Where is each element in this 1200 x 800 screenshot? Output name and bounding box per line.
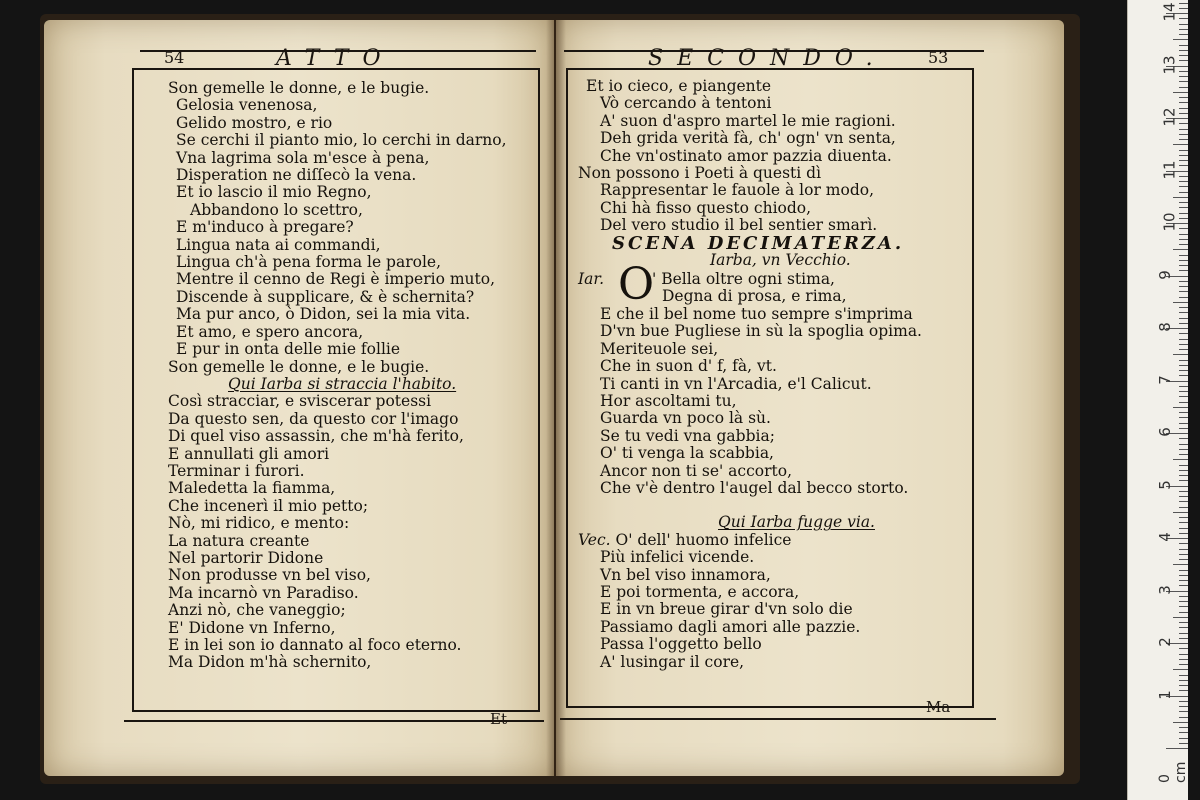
verse-block-1 (578, 78, 922, 671)
ruler-tick (1179, 207, 1188, 208)
verse-line: Che incenerì il mio petto; (168, 496, 369, 515)
ruler-tick (1179, 533, 1188, 534)
verse-line: Ancor non ti se' accorto, (600, 461, 793, 480)
ruler-tick (1179, 307, 1188, 308)
ruler-tick (1179, 622, 1188, 623)
ruler-tick (1179, 454, 1188, 455)
ruler-tick (1166, 748, 1188, 749)
ruler-tick (1179, 45, 1188, 46)
ruler-tick (1179, 108, 1188, 109)
ruler-tick (1179, 601, 1188, 602)
ruler-tick (1173, 512, 1188, 513)
ruler-tick (1179, 360, 1188, 361)
verse-line: Et io cieco, e piangente (586, 77, 772, 95)
verse-line: Maledetta la fiamma, (168, 479, 336, 498)
verse-line: Così stracciar, e sviscerar potessi (168, 392, 432, 411)
verse-line: Vna lagrima sola m'esce à pena, (176, 148, 430, 167)
verse-line: Mentre il cenno de Regi è imperio muto, (176, 270, 495, 289)
speaker-label: Iar. (578, 270, 604, 289)
ruler-number: 5 (1155, 479, 1174, 490)
verse-line: Disperation ne diſſecò la vena. (176, 166, 417, 185)
ruler-tick (1179, 165, 1188, 166)
ruler-tick (1179, 270, 1188, 271)
ruler-tick (1173, 354, 1188, 355)
ruler-tick (1179, 491, 1188, 492)
verse-line: Meriteuole sei, (600, 339, 719, 358)
verse-line: Ma incarnò vn Paradiso. (168, 583, 359, 602)
page-number: 54 (164, 48, 185, 67)
ruler-tick (1179, 522, 1188, 523)
ruler-tick (1179, 365, 1188, 366)
ruler-tick (1179, 29, 1188, 30)
footer-rule (124, 720, 544, 722)
ruler-tick (1179, 134, 1188, 135)
ruler-tick (1179, 701, 1188, 702)
ruler-tick (1179, 102, 1188, 103)
ruler-tick (1179, 580, 1188, 581)
verse-line: D'vn bue Pugliese in sù la spoglia opima. (600, 322, 922, 341)
ruler-tick (1179, 349, 1188, 350)
ruler-tick (1179, 8, 1188, 9)
ruler-tick (1179, 386, 1188, 387)
verse-line: Discende à supplicare, & è schernita? (176, 287, 475, 306)
ruler-tick (1179, 528, 1188, 529)
ruler-tick (1179, 186, 1188, 187)
ruler-tick (1179, 55, 1188, 56)
ruler-tick (1179, 76, 1188, 77)
verse-line: Ma Didon m'hà schernito, (168, 653, 372, 672)
ruler-tick (1179, 549, 1188, 550)
verse-line: Se tu vedi vna gabbia; (600, 426, 775, 445)
ruler-tick (1179, 423, 1188, 424)
ruler-tick (1179, 465, 1188, 466)
verse-line: E pur in onta delle mie follie (176, 340, 401, 359)
ruler-tick (1179, 255, 1188, 256)
verse-line: Passiamo dagli amori alle pazzie. (600, 617, 861, 636)
verse-line: Passa l'oggetto bello (600, 635, 762, 654)
ruler-unit-label: 0 cm (1157, 761, 1189, 783)
ruler-tick (1173, 144, 1188, 145)
ruler-tick (1179, 496, 1188, 497)
catchword: Ma (926, 698, 951, 716)
ruler-tick (1179, 402, 1188, 403)
verse-line: E poi tormenta, e accora, (600, 582, 800, 601)
ruler-tick (1179, 218, 1188, 219)
ruler-tick (1179, 648, 1188, 649)
ruler-tick (1179, 743, 1188, 744)
ruler-tick (1179, 291, 1188, 292)
verse-line: Che vn'ostinato amor pazzia diuenta. (600, 146, 892, 165)
ruler-tick (1179, 375, 1188, 376)
verse-line: Guarda vn poco là sù. (600, 409, 771, 428)
ruler-tick (1179, 87, 1188, 88)
verse-line: E in lei son io dannato al foco eterno. (168, 636, 462, 654)
ruler-tick (1179, 638, 1188, 639)
ruler-tick (1179, 113, 1188, 114)
ruler-tick (1179, 396, 1188, 397)
verse-line: Rappresentar le fauole à lor modo, (600, 181, 875, 200)
verse-line: La natura creante (168, 531, 310, 550)
verse-line: Son gemelle le donne, e le bugie. (168, 79, 430, 97)
ruler-number: 7 (1155, 374, 1174, 385)
ruler-tick (1179, 192, 1188, 193)
ruler-tick (1179, 228, 1188, 229)
character-list: Iarba, vn Vecchio. (710, 251, 851, 270)
ruler-tick (1179, 81, 1188, 82)
ruler-number: 11 (1160, 159, 1179, 180)
verse-line: Di quel viso assassin, che m'hà ferito, (168, 427, 464, 446)
ruler-number: 4 (1155, 532, 1174, 542)
ruler-tick (1173, 197, 1188, 198)
verse-line: O' ti venga la scabbia, (600, 444, 774, 463)
verse-line: Degna di prosa, e rima, (662, 287, 847, 306)
ruler-tick (1179, 34, 1188, 35)
ruler-tick (1179, 559, 1188, 560)
ruler-tick (1173, 617, 1188, 618)
ruler-number: 14 (1160, 2, 1179, 22)
ruler-tick (1179, 717, 1188, 718)
ruler-tick (1179, 318, 1188, 319)
verse-line: Lingua nata ai commandi, (176, 235, 381, 254)
ruler-tick (1179, 444, 1188, 445)
verse-line: Gelosia venenosa, (176, 96, 318, 115)
ruler-tick (1179, 596, 1188, 597)
ruler-tick (1179, 181, 1188, 182)
measuring-ruler (1127, 0, 1188, 800)
ruler-tick (1179, 323, 1188, 324)
verse-line: Ma pur anco, ò Didon, sei la mia vita. (176, 305, 471, 324)
ruler-tick (1179, 570, 1188, 571)
verse-line: O' dell' huomo infelice (615, 530, 792, 549)
ruler-tick (1179, 438, 1188, 439)
ruler-tick (1173, 407, 1188, 408)
ruler-tick (1173, 669, 1188, 670)
verse-line: Et io lascio il mio Regno, (176, 183, 372, 202)
verse-line: Son gemelle le donne, e le bugie. (168, 357, 430, 376)
ruler-tick (1179, 281, 1188, 282)
page-number: 53 (928, 48, 949, 67)
ruler-tick (1179, 50, 1188, 51)
ruler-tick (1179, 690, 1188, 691)
ruler-number: 8 (1155, 322, 1174, 332)
scene-title: SCENA DECIMATERZA. (612, 232, 905, 254)
verse-line: Da questo sen, da questo cor l'imago (168, 409, 459, 428)
ruler-tick (1179, 711, 1188, 712)
ruler-number: 3 (1155, 584, 1174, 595)
ruler-tick (1179, 706, 1188, 707)
ruler-tick (1179, 71, 1188, 72)
ruler-number: 10 (1160, 212, 1179, 232)
ruler-tick (1179, 585, 1188, 586)
ruler-tick (1179, 24, 1188, 25)
ruler-tick (1179, 160, 1188, 161)
verse-line: Più infelici vicende. (600, 548, 755, 567)
ruler-tick (1179, 129, 1188, 130)
ruler-tick (1173, 722, 1188, 723)
ruler-tick (1179, 428, 1188, 429)
ruler-tick (1179, 265, 1188, 266)
ruler-tick (1173, 459, 1188, 460)
verse-line: Deh grida verità fà, ch' ogn' vn senta, (600, 129, 896, 148)
drop-cap: O (618, 259, 655, 311)
stage-direction: Qui Iarba si straccia l'habito. (228, 374, 457, 393)
right-page (556, 20, 1064, 776)
verse-line: Hor ascoltami tu, (600, 391, 737, 410)
ruler-tick (1179, 286, 1188, 287)
ruler-number: 12 (1160, 107, 1179, 127)
ruler-tick (1179, 333, 1188, 334)
verse-line: Et amo, e spero ancora, (176, 322, 364, 341)
ruler-tick (1179, 480, 1188, 481)
ruler-tick (1179, 370, 1188, 371)
ruler-tick (1179, 244, 1188, 245)
ruler-tick (1179, 685, 1188, 686)
verse-block-1 (168, 80, 507, 672)
ruler-tick (1179, 675, 1188, 676)
book-gutter (546, 20, 566, 776)
ruler-tick (1179, 391, 1188, 392)
ruler-tick (1179, 260, 1188, 261)
ruler-tick (1173, 92, 1188, 93)
ruler-tick (1179, 633, 1188, 634)
ruler-tick (1173, 39, 1188, 40)
verse-line: E annullati gli amori (168, 444, 330, 463)
ruler-tick (1179, 3, 1188, 4)
verse-line: Che in suon d' f, fà, vt. (600, 357, 777, 376)
verse-line: Ti canti in vn l'Arcadia, e'l Calicut. (600, 374, 872, 393)
ruler-tick (1179, 234, 1188, 235)
running-head: ATTO (276, 46, 395, 71)
verse-line: ' Bella oltre ogni stima, (652, 270, 835, 289)
ruler-tick (1179, 627, 1188, 628)
ruler-tick (1179, 575, 1188, 576)
ruler-tick (1179, 449, 1188, 450)
ruler-tick (1179, 738, 1188, 739)
ruler-tick (1173, 249, 1188, 250)
verse-line: Lingua ch'à pena forma le parole, (176, 253, 442, 272)
ruler-tick (1179, 239, 1188, 240)
ruler-tick (1179, 339, 1188, 340)
ruler-tick (1179, 213, 1188, 214)
speech-opening (578, 532, 922, 549)
ruler-tick (1179, 612, 1188, 613)
ruler-tick (1179, 543, 1188, 544)
ruler-tick (1173, 564, 1188, 565)
verse-line: Gelido mostro, e rio (176, 113, 333, 132)
ruler-tick (1179, 139, 1188, 140)
ruler-tick (1179, 654, 1188, 655)
ruler-tick (1179, 501, 1188, 502)
speaker-label: Vec. (578, 530, 611, 549)
ruler-tick (1179, 732, 1188, 733)
verse-line: Abbandono lo scettro, (190, 200, 363, 219)
ruler-tick (1179, 659, 1188, 660)
verse-line: Terminar i furori. (168, 461, 305, 480)
verse-line: Anzi nò, che vaneggio; (168, 601, 346, 620)
verse-line: Vn bel viso innamora, (600, 565, 771, 584)
ruler-tick (1179, 123, 1188, 124)
verse-line: E in vn breue girar d'vn solo die (600, 600, 853, 619)
ruler-tick (1179, 97, 1188, 98)
verse-line: A' suon d'aspro martel le mie ragioni. (600, 111, 896, 130)
verse-line: E che il bel nome tuo sempre s'imprima (600, 304, 913, 323)
verse-line: Nel partorir Didone (168, 548, 324, 567)
verse-line: Non possono i Poeti à questi dì (578, 164, 822, 183)
stage-direction: Qui Iarba fugge via. (718, 513, 875, 532)
verse-line: A' lusingar il core, (600, 652, 745, 671)
ruler-number: 13 (1160, 54, 1179, 75)
ruler-tick (1179, 554, 1188, 555)
ruler-tick (1173, 302, 1188, 303)
verse-line: Chi hà fisso questo chiodo, (600, 198, 812, 217)
ruler-tick (1179, 312, 1188, 313)
ruler-tick (1179, 507, 1188, 508)
ruler-tick (1179, 412, 1188, 413)
ruler-tick (1179, 475, 1188, 476)
ruler-number: 1 (1155, 689, 1174, 700)
ruler-number: 2 (1155, 637, 1174, 647)
ruler-number: 6 (1155, 427, 1174, 437)
ruler-tick (1179, 470, 1188, 471)
verse-line: Vò cercando à tentoni (600, 94, 772, 113)
ruler-tick (1179, 680, 1188, 681)
verse-line: E m'induco à pregare? (176, 218, 354, 237)
left-page (44, 20, 554, 776)
verse-line: Non produsse vn bel viso, (168, 566, 371, 585)
verse-line: Del vero studio il bel sentier smarì. (600, 216, 878, 235)
ruler-tick (1179, 517, 1188, 518)
ruler-tick (1179, 150, 1188, 151)
ruler-tick (1179, 344, 1188, 345)
catchword: Et (490, 710, 507, 728)
ruler-number: 9 (1155, 269, 1174, 280)
ruler-tick (1179, 297, 1188, 298)
footer-rule (560, 718, 996, 720)
verse-line: Nò, mi ridico, e mento: (168, 514, 350, 533)
verse-line: E' Didone vn Inferno, (168, 618, 336, 637)
ruler-tick (1179, 202, 1188, 203)
verse-line: Se cerchi il pianto mio, lo cerchi in darno, (176, 131, 507, 150)
ruler-tick (1179, 417, 1188, 418)
verse-line: Che v'è dentro l'augel dal becco storto. (600, 478, 909, 497)
running-head: SECONDO. (648, 46, 887, 71)
ruler-tick (1179, 155, 1188, 156)
ruler-tick (1179, 606, 1188, 607)
ruler-tick (1179, 664, 1188, 665)
ruler-tick (1179, 18, 1188, 19)
ruler-tick (1179, 727, 1188, 728)
ruler-tick (1179, 60, 1188, 61)
ruler-tick (1179, 176, 1188, 177)
